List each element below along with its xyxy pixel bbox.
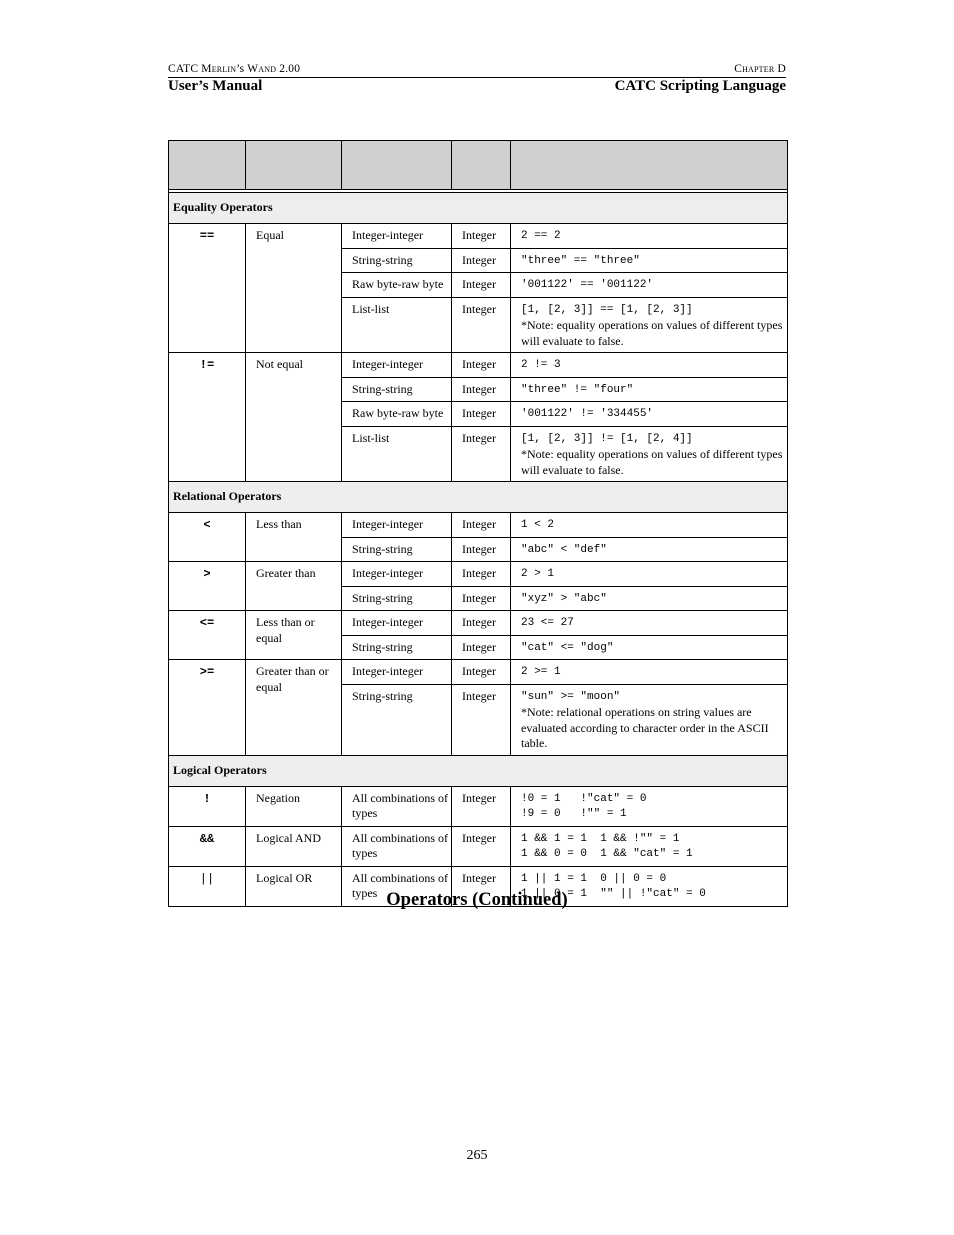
result-type: Integer <box>452 513 511 538</box>
example: "three" == "three" <box>511 248 788 273</box>
operators-table <box>168 140 788 907</box>
example-note: *Note: equality operations on values of different types will evaluate to false. <box>521 318 783 348</box>
operator-symbol: >= <box>169 660 246 756</box>
result-type: Integer <box>452 273 511 298</box>
example: 1 || 1 = 1 0 || 0 = 0 1 || 0 = 1 "" || !"cat" = 0 <box>511 866 788 906</box>
running-header-chapter: Chapter D <box>734 63 786 75</box>
result-type: Integer <box>452 377 511 402</box>
operand-types: String-string <box>342 537 452 562</box>
operand-types: String-string <box>342 248 452 273</box>
running-header-section: CATC Scripting Language <box>614 78 786 94</box>
section-title: Logical Operators <box>169 755 788 786</box>
result-type: Integer <box>452 786 511 826</box>
operator-description: Negation <box>246 786 342 826</box>
example-note: *Note: relational operations on string values are evaluated according to character order in the ASCII table. <box>521 705 769 750</box>
result-type: Integer <box>452 826 511 866</box>
example: 2 >= 1 <box>511 660 788 685</box>
operator-description: Logical OR <box>246 866 342 906</box>
example: '001122' == '001122' <box>511 273 788 298</box>
operand-types: List-list <box>342 426 452 482</box>
header-cell-operand-types <box>342 141 452 190</box>
table-row <box>169 786 788 826</box>
operator-description: Less than <box>246 513 342 562</box>
running-header-product: CATC Merlin’s Wand 2.00 <box>168 63 301 75</box>
example: !0 = 1 !"cat" = 0 !9 = 0 !"" = 1 <box>511 786 788 826</box>
operator-description: Greater than or equal <box>246 660 342 756</box>
header-cell-operator <box>169 141 246 190</box>
result-type: Integer <box>452 660 511 685</box>
operand-types: All combinations of types <box>342 866 452 906</box>
example: '001122' != '334455' <box>511 402 788 427</box>
result-type: Integer <box>452 426 511 482</box>
result-type: Integer <box>452 353 511 378</box>
table-row <box>169 513 788 538</box>
result-type: Integer <box>452 684 511 755</box>
result-type: Integer <box>452 248 511 273</box>
result-type: Integer <box>452 586 511 611</box>
operator-symbol: ! <box>169 786 246 826</box>
example: 2 == 2 <box>511 224 788 249</box>
result-type: Integer <box>452 402 511 427</box>
operator-description: Less than or equal <box>246 611 342 660</box>
section-title: Relational Operators <box>169 482 788 513</box>
header-cell-result-type <box>452 141 511 190</box>
operand-types: All combinations of types <box>342 786 452 826</box>
example: 1 < 2 <box>511 513 788 538</box>
operator-description: Not equal <box>246 353 342 482</box>
operator-symbol: == <box>169 224 246 353</box>
page-number: 265 <box>466 1148 488 1163</box>
section-row <box>169 755 788 786</box>
operand-types: Integer-integer <box>342 611 452 636</box>
operand-types: Raw byte-raw byte <box>342 402 452 427</box>
table-row <box>169 224 788 249</box>
example: 2 != 3 <box>511 353 788 378</box>
running-header-manual: User’s Manual <box>168 78 263 94</box>
operand-types: Integer-integer <box>342 224 452 249</box>
operand-types: Integer-integer <box>342 562 452 587</box>
operand-types: String-string <box>342 684 452 755</box>
section-title: Equality Operators <box>169 193 788 224</box>
table-caption: Operators (Continued) <box>386 890 568 910</box>
operator-symbol: <= <box>169 611 246 660</box>
operand-types: Integer-integer <box>342 513 452 538</box>
example: [1, [2, 3]] == [1, [2, 3]] *Note: equality operations on values of different types will evaluate to false. <box>511 297 788 353</box>
table-row <box>169 611 788 636</box>
result-type: Integer <box>452 611 511 636</box>
example: "sun" >= "moon" *Note: relational operations on string values are evaluated according to character order in the ASCII table. <box>511 684 788 755</box>
table-row <box>169 660 788 685</box>
example: "three" != "four" <box>511 377 788 402</box>
table-row <box>169 826 788 866</box>
example: [1, [2, 3]] != [1, [2, 4]] *Note: equality operations on values of different types will evaluate to false. <box>511 426 788 482</box>
example: 2 > 1 <box>511 562 788 587</box>
result-type: Integer <box>452 297 511 353</box>
operator-symbol: || <box>169 866 246 906</box>
result-type: Integer <box>452 537 511 562</box>
operator-symbol: > <box>169 562 246 611</box>
operator-symbol: < <box>169 513 246 562</box>
section-row <box>169 482 788 513</box>
operand-types: List-list <box>342 297 452 353</box>
operand-types: Integer-integer <box>342 660 452 685</box>
section-row <box>169 193 788 224</box>
table-row <box>169 353 788 378</box>
operator-description: Greater than <box>246 562 342 611</box>
example: "abc" < "def" <box>511 537 788 562</box>
table-row <box>169 562 788 587</box>
operand-types: Integer-integer <box>342 353 452 378</box>
operand-types: Raw byte-raw byte <box>342 273 452 298</box>
operator-description: Logical AND <box>246 826 342 866</box>
header-cell-description <box>246 141 342 190</box>
example-note: *Note: equality operations on values of different types will evaluate to false. <box>521 447 783 477</box>
example: 23 <= 27 <box>511 611 788 636</box>
example: 1 && 1 = 1 1 && !"" = 1 1 && 0 = 0 1 && "cat" = 1 <box>511 826 788 866</box>
operand-types: String-string <box>342 586 452 611</box>
operand-types: String-string <box>342 635 452 660</box>
result-type: Integer <box>452 562 511 587</box>
result-type: Integer <box>452 866 511 906</box>
operator-symbol: && <box>169 826 246 866</box>
header-cell-examples <box>511 141 788 190</box>
result-type: Integer <box>452 224 511 249</box>
result-type: Integer <box>452 635 511 660</box>
operator-symbol: != <box>169 353 246 482</box>
operator-description: Equal <box>246 224 342 353</box>
example: "cat" <= "dog" <box>511 635 788 660</box>
example: "xyz" > "abc" <box>511 586 788 611</box>
operand-types: All combinations of types <box>342 826 452 866</box>
table-header-row <box>169 141 788 190</box>
operand-types: String-string <box>342 377 452 402</box>
